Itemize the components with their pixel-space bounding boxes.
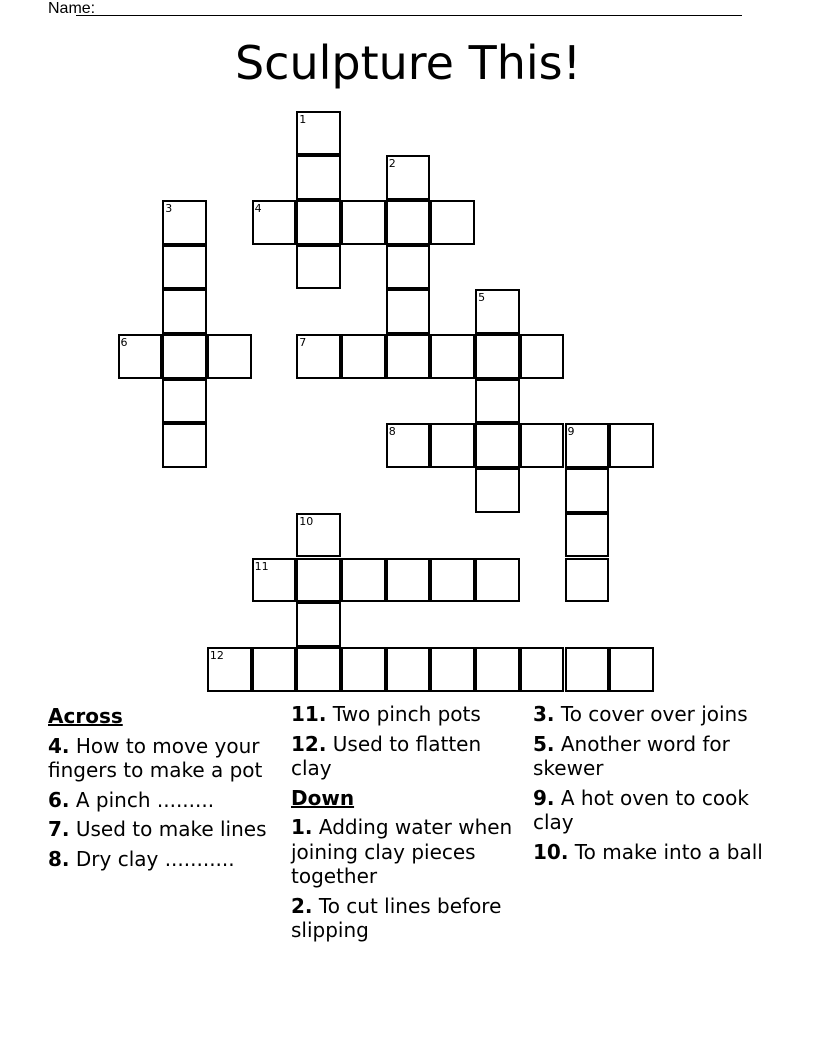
grid-cell[interactable] — [475, 289, 520, 334]
clue-number-label: 4 — [254, 201, 262, 215]
clue-number: 9. — [533, 785, 555, 810]
grid-cell[interactable] — [162, 334, 207, 379]
clue-number-label: 6 — [120, 336, 128, 349]
grid-cell[interactable] — [430, 334, 475, 379]
clue-number-label: 11 — [254, 559, 269, 573]
grid-cell[interactable] — [430, 200, 475, 245]
page-title: Sculpture This! — [234, 36, 582, 90]
grid-cell[interactable] — [296, 558, 341, 603]
clue-down-5 — [533, 732, 769, 781]
grid-cell[interactable] — [252, 647, 297, 692]
clue-down-10 — [533, 840, 769, 865]
grid-cell[interactable] — [609, 647, 654, 692]
grid-cell[interactable] — [565, 513, 610, 558]
grid-cell[interactable] — [207, 647, 252, 692]
grid-cell[interactable] — [430, 423, 475, 468]
grid-cell[interactable] — [341, 647, 386, 692]
grid-cell[interactable] — [341, 334, 386, 379]
clues-column-1 — [48, 702, 284, 876]
grid-cell[interactable] — [296, 647, 341, 692]
grid-cell[interactable] — [386, 334, 431, 379]
grid-cell[interactable] — [520, 423, 565, 468]
clue-across-7 — [48, 817, 284, 842]
grid-cell[interactable] — [386, 647, 431, 692]
grid-cell[interactable] — [386, 200, 431, 245]
clue-down-2 — [291, 894, 527, 943]
clue-number: 6. — [48, 787, 70, 812]
grid-cell[interactable] — [475, 468, 520, 513]
clue-down-1 — [291, 815, 527, 889]
clue-text: To make into a ball — [574, 839, 763, 864]
clue-across-6 — [48, 788, 284, 813]
grid-cell[interactable] — [386, 423, 431, 468]
clue-number: 12. — [291, 731, 327, 756]
clue-number: 7. — [48, 817, 70, 841]
clue-number-label: 3 — [165, 201, 173, 215]
grid-cell[interactable] — [162, 245, 207, 290]
grid-cell[interactable] — [430, 558, 475, 603]
grid-cell[interactable] — [296, 513, 341, 558]
grid-cell[interactable] — [162, 289, 207, 334]
clue-number-label: 7 — [299, 336, 307, 349]
grid-cell[interactable] — [520, 647, 565, 692]
grid-cell[interactable] — [475, 423, 520, 468]
grid-cell[interactable] — [296, 245, 341, 290]
clue-number-label: 2 — [388, 157, 396, 171]
clue-number: 5. — [533, 731, 555, 756]
clue-across-12 — [291, 732, 527, 781]
across-heading: Across — [48, 704, 123, 728]
grid-cell[interactable] — [475, 334, 520, 379]
grid-cell[interactable] — [475, 647, 520, 692]
grid-cell[interactable] — [386, 155, 431, 200]
clue-number-label: 9 — [567, 425, 575, 439]
clue-number: 2. — [291, 893, 313, 918]
grid-cell[interactable] — [475, 558, 520, 603]
grid-cell[interactable] — [296, 602, 341, 647]
grid-cell[interactable] — [296, 200, 341, 245]
clue-number: 8. — [48, 846, 70, 871]
clue-number-label: 10 — [299, 514, 314, 528]
grid-cell[interactable] — [386, 245, 431, 290]
clue-across-11 — [291, 702, 527, 727]
grid-cell[interactable] — [565, 423, 610, 468]
clue-text: Used to make lines — [75, 817, 267, 841]
clue-number-label: 12 — [209, 648, 224, 662]
grid-cell[interactable] — [565, 647, 610, 692]
clue-text: Dry clay ........... — [75, 846, 235, 871]
clue-text: Adding water when joining clay pieces together — [291, 815, 513, 888]
grid-cell[interactable] — [296, 155, 341, 200]
clue-text: A pinch ......... — [75, 787, 215, 812]
clue-down-9 — [533, 786, 769, 835]
clue-text: To cover over joins — [560, 702, 748, 726]
clues-column-2 — [291, 702, 527, 948]
clue-number-label: 8 — [388, 425, 396, 439]
clue-number: 10. — [533, 839, 569, 864]
grid-cell[interactable] — [565, 468, 610, 513]
grid-cell[interactable] — [386, 289, 431, 334]
clue-text: Another word for skewer — [533, 731, 730, 780]
clue-number: 1. — [291, 815, 313, 839]
grid-cell[interactable] — [341, 200, 386, 245]
grid-cell[interactable] — [118, 334, 163, 379]
grid-cell[interactable] — [252, 558, 297, 603]
grid-cell[interactable] — [296, 111, 341, 156]
grid-cell[interactable] — [386, 558, 431, 603]
grid-cell[interactable] — [565, 558, 610, 603]
clues-column-3 — [533, 702, 769, 869]
grid-cell[interactable] — [341, 558, 386, 603]
clue-text: A hot oven to cook clay — [533, 785, 749, 834]
clue-across-4 — [48, 734, 284, 783]
name-label: Name: — [48, 0, 96, 17]
grid-cell[interactable] — [475, 379, 520, 424]
grid-cell[interactable] — [207, 334, 252, 379]
clue-number-label: 1 — [299, 112, 307, 126]
clue-text: To cut lines before slipping — [291, 893, 502, 942]
grid-cell[interactable] — [520, 334, 565, 379]
clue-number-label: 5 — [478, 291, 486, 305]
grid-cell[interactable] — [162, 379, 207, 424]
clue-text: How to move your fingers to make a pot — [48, 733, 263, 782]
grid-cell[interactable] — [296, 334, 341, 379]
grid-cell[interactable] — [609, 423, 654, 468]
clue-number: 4. — [48, 733, 70, 758]
clue-down-3 — [533, 702, 769, 727]
clue-number: 11. — [291, 702, 327, 726]
clue-number: 3. — [533, 702, 555, 726]
grid-cell[interactable] — [162, 200, 207, 245]
grid-cell[interactable] — [252, 200, 297, 245]
grid-cell[interactable] — [162, 423, 207, 468]
down-heading: Down — [291, 785, 355, 810]
grid-cell[interactable] — [430, 647, 475, 692]
clue-text: Used to flatten clay — [291, 731, 482, 780]
clue-text: Two pinch pots — [332, 702, 481, 726]
clue-across-8 — [48, 847, 284, 872]
